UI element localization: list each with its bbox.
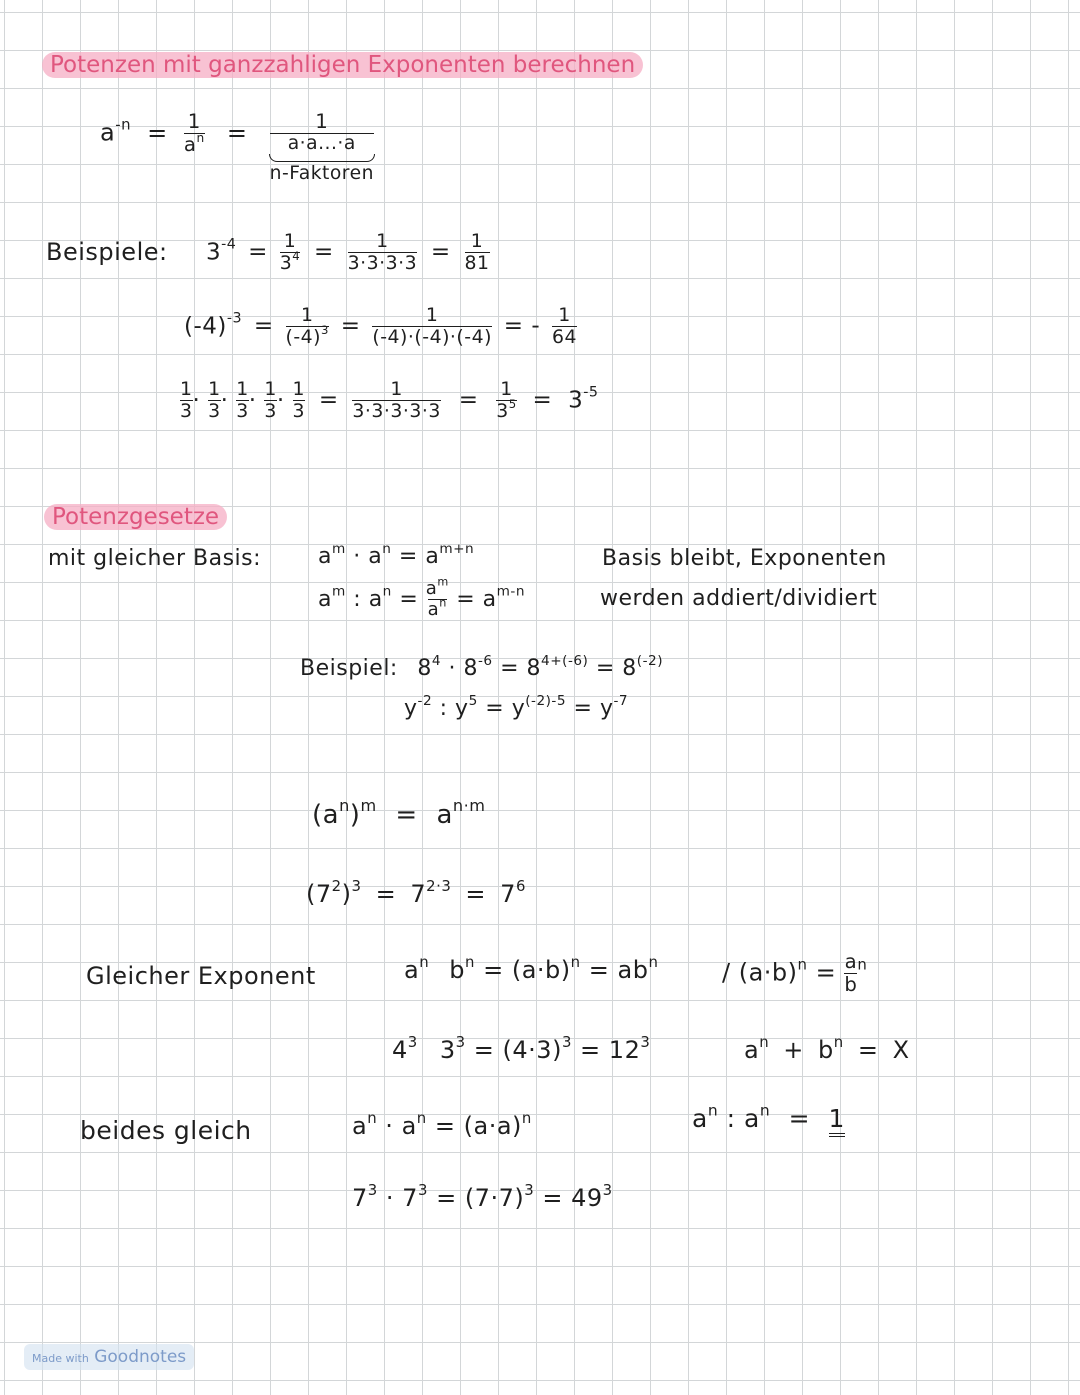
underbrace-bar (269, 154, 375, 162)
bs-div-result: 1 (829, 1108, 845, 1137)
pp-ex-res-exp: 6 (515, 876, 526, 895)
sb-mult-res-exp: m+n (439, 540, 475, 557)
ex3-dot-1: · (192, 387, 201, 414)
pp-res-exp: n·m (452, 795, 486, 815)
sb-div-frac-num-m: m (437, 575, 449, 589)
pp-ex-mid: 7 (410, 880, 427, 908)
def-base: a (100, 118, 116, 147)
bs-ex-e1: 3 (367, 1180, 378, 1199)
watermark-small-text: Made with (32, 1352, 89, 1365)
sb-ex1-res2-exp: (-2) (636, 652, 664, 669)
bs-eq: = (434, 1112, 456, 1140)
sb-div-eq1: = (399, 586, 419, 612)
ex3-factor-3-num: 1 (236, 378, 249, 400)
same-exp-division (722, 952, 867, 995)
ex1-frac1 (280, 232, 300, 274)
ex3-factor-5 (293, 380, 306, 422)
se-ex-e3: 3 (561, 1032, 572, 1051)
bs-dot: · (385, 1112, 394, 1140)
se-sum-a: a (744, 1036, 760, 1064)
sb-div-eq2: = (456, 586, 476, 612)
se-eq1: = (483, 956, 504, 984)
sb-ex2-lhs: y (404, 696, 418, 721)
ex3-f3-den-base: 3 (496, 399, 509, 422)
ex3-factor-2 (208, 380, 221, 422)
ex3-factor-1 (180, 380, 193, 422)
ex3-factor-3 (236, 380, 249, 422)
pp-ex-outer: 3 (351, 876, 362, 895)
ex2-f3-num: 1 (558, 304, 571, 326)
ex2-frac1 (286, 306, 329, 348)
sb-ex2-res-exp: (-2)-5 (525, 692, 567, 709)
ex1-eq3: = (430, 239, 451, 266)
sb-ex1-mid: 8 (463, 656, 479, 681)
ex2-eq2: = (340, 313, 361, 340)
ex3-factor-5-den: 3 (292, 399, 305, 422)
pp-outer: m (360, 795, 377, 815)
sb-div-a2: a (368, 586, 383, 612)
ex1-f3-den: 81 (464, 251, 490, 274)
both-same-division (692, 1101, 845, 1137)
sb-mult-m: m (331, 540, 346, 557)
sb-div-res-exp: m-n (496, 583, 525, 600)
ex2-f1-den (285, 323, 329, 348)
same-exp-formula (404, 952, 659, 984)
ex3-dot-3: · (248, 387, 257, 414)
ex2-f1-num: 1 (301, 304, 314, 326)
ex2-sign: = - (503, 313, 541, 340)
sb-ex1-res: 8 (526, 656, 542, 681)
ex1-f1-den (279, 249, 301, 274)
bs-ex-dot: · (385, 1184, 395, 1212)
def-frac1 (184, 112, 205, 155)
power-of-power-formula (312, 795, 486, 830)
sb-ex1-res2: 8 (622, 656, 637, 681)
sb-ex2-mid-exp: 5 (468, 692, 478, 709)
sb-div-n: n (382, 583, 392, 600)
def-frac1-den-base: a (183, 132, 197, 156)
se-div-eq: = (815, 958, 837, 987)
section-heading-potenzen (42, 52, 643, 78)
se-prod: (a·b) (511, 956, 571, 984)
def-frac2 (270, 112, 374, 185)
def-frac2-den: a·a...·a (287, 132, 356, 154)
pp-ex-base: (7 (306, 880, 332, 908)
bs-prod: (a·a) (463, 1112, 522, 1140)
pp-ex-eq1: = (375, 880, 397, 908)
se-n2: n (465, 952, 475, 971)
pp-ex-eq2: = (465, 880, 487, 908)
ex3-result-exp: -5 (583, 384, 599, 401)
se-div-prod: (a·b) (738, 958, 798, 987)
sb-example-label: Beispiel: (300, 656, 398, 681)
se-ex-eq2: = (580, 1036, 601, 1064)
both-same-label: beides gleich (80, 1116, 252, 1145)
bs-ex-a: 7 (352, 1184, 368, 1212)
sb-ex1-eq1: = (500, 656, 520, 681)
ex2-f1-den-exp: 3 (321, 323, 329, 338)
se-n3: n (570, 952, 581, 971)
ex1-frac2 (348, 232, 417, 274)
bs-a1: a (352, 1112, 368, 1140)
both-same-example (352, 1180, 613, 1212)
def-eq1: = (147, 118, 168, 147)
se-ex-e1: 3 (407, 1032, 418, 1051)
ex1-eq2: = (314, 239, 334, 266)
se-n1: n (419, 952, 430, 971)
sb-ex1-lhs: 8 (417, 656, 432, 681)
same-base-note-2: werden addiert/dividiert (600, 586, 878, 611)
se-a: a (404, 956, 420, 984)
sb-mult-a3: a (425, 544, 440, 569)
same-exp-example (392, 1032, 651, 1064)
bs-prod-n: n (521, 1108, 532, 1127)
ex2-exp: -3 (226, 310, 243, 327)
se-ex-prod: (4·3) (502, 1036, 562, 1064)
sb-div-frac-num-a: a (425, 578, 438, 599)
bs-ex-e2: 3 (417, 1180, 428, 1199)
ex3-dot-2: · (220, 387, 229, 414)
sb-ex2-lhs-exp: -2 (417, 692, 433, 709)
sb-mult-a2: a (368, 544, 383, 569)
sb-div-frac-den (427, 596, 447, 620)
sb-div-frac-den-n: n (439, 596, 447, 610)
ex2-base: (-4) (184, 313, 227, 340)
ex1-f2-den: 3·3·3·3 (347, 251, 418, 274)
sb-ex2-res2: y (599, 696, 614, 721)
ex3-frac3 (496, 380, 516, 422)
underbrace-label: n-Faktoren (269, 163, 374, 185)
sb-ex2-mid: y (455, 696, 469, 721)
pp-eq: = (395, 800, 418, 830)
ex3-factor-4-num: 1 (264, 378, 277, 400)
bs-div-a1: a (692, 1104, 708, 1133)
se-div-frac-exp: n (857, 955, 868, 974)
both-same-formula (352, 1108, 532, 1140)
bs-n1: n (367, 1108, 378, 1127)
ex3-eq1: = (318, 387, 339, 414)
bs-ex-prod: (7·7) (464, 1184, 525, 1212)
ex1-eq1: = (248, 239, 268, 266)
sb-ex2-colon: : (439, 696, 448, 721)
se-div-frac-num: a (844, 950, 858, 973)
heading2-text: Potenzgesetze (52, 504, 220, 530)
ex3-factor-2-den: 3 (208, 399, 221, 422)
se-n4: n (648, 952, 659, 971)
bs-ex-e4: 3 (602, 1180, 613, 1199)
def-underbrace (270, 133, 374, 185)
ex2-f2-num: 1 (425, 304, 439, 326)
ex3-f3-den (496, 397, 517, 422)
bs-ex-b: 7 (402, 1184, 418, 1212)
ex3-factor-1-num: 1 (180, 378, 193, 400)
ex3-factor-2-num: 1 (208, 378, 221, 400)
ex3-factor-4 (264, 380, 277, 422)
ex3-f2-den: 3·3·3·3·3 (352, 399, 441, 422)
examples-label: Beispiele: (46, 238, 168, 266)
same-exp-label: Gleicher Exponent (86, 962, 316, 990)
se-div-frac (844, 952, 857, 995)
ex3-eq3: = (532, 387, 553, 414)
same-base-example-2 (404, 692, 629, 721)
sb-mult-n: n (382, 540, 392, 557)
same-base-mult-formula (318, 540, 475, 569)
example-3 (180, 380, 599, 422)
heading-text: Potenzen mit ganzzahligen Exponenten berechnen (50, 52, 636, 78)
sb-ex2-eq1: = (485, 696, 505, 721)
sb-ex2-res: y (511, 696, 526, 721)
pp-ex-mid-exp: 2·3 (426, 876, 452, 895)
bs-div-n2: n (759, 1101, 771, 1120)
sb-ex1-dot: · (448, 656, 457, 681)
ex1-f1-den-exp: 4 (292, 249, 301, 264)
ex3-eq2: = (458, 387, 479, 414)
same-base-note-1: Basis bleibt, Exponenten (602, 546, 887, 571)
se-ex-res: 12 (608, 1036, 641, 1064)
ex2-frac2 (372, 306, 492, 348)
definition-formula (100, 112, 374, 185)
goodnotes-watermark (24, 1344, 194, 1370)
se-ex-e4: 3 (640, 1032, 651, 1051)
bs-ex-e3: 3 (524, 1180, 535, 1199)
bs-ex-eq2: = (542, 1184, 563, 1212)
sb-ex1-res-exp: 4+(-6) (541, 652, 589, 669)
def-eq2: = (226, 118, 248, 147)
sb-ex2-eq2: = (573, 696, 593, 721)
bs-div-eq: = (788, 1104, 811, 1133)
pp-close: ) (349, 800, 361, 830)
sb-mult-a1: a (318, 544, 332, 569)
ex2-f3-den: 64 (551, 325, 577, 348)
same-exp-sum (744, 1032, 910, 1064)
ex3-result: 3 (568, 387, 584, 414)
ex3-factor-4-den: 3 (264, 399, 277, 422)
sb-mult-dot: · (353, 544, 361, 569)
bs-div-a2: a (744, 1104, 760, 1133)
ex1-f1-den-base: 3 (279, 251, 293, 274)
pp-inner: n (339, 795, 350, 815)
ex1-base: 3 (206, 239, 222, 266)
ex1-exp: -4 (221, 236, 237, 253)
sb-div-a3: a (482, 586, 497, 612)
se-ex-e2: 3 (455, 1032, 466, 1051)
bs-div-n1: n (707, 1101, 719, 1120)
ex2-f1-den-base: (-4) (285, 325, 322, 348)
se-sum-plus: + (783, 1036, 804, 1064)
pp-base: (a (312, 800, 340, 830)
se-eq2: = (588, 956, 610, 984)
ex2-eq1: = (253, 313, 274, 340)
sb-ex2-res2-exp: -7 (613, 692, 629, 709)
same-base-label: mit gleicher Basis: (48, 546, 262, 571)
ex3-f3-num: 1 (500, 378, 513, 400)
se-ab: ab (617, 956, 649, 984)
section-heading-potenzgesetze (44, 504, 227, 530)
ex1-f2-num: 1 (376, 230, 389, 252)
sb-div-frac-den-a: a (427, 598, 440, 620)
example-1 (206, 232, 490, 274)
ex3-factor-3-den: 3 (236, 399, 249, 422)
se-ex-b: 3 (439, 1036, 456, 1064)
ex3-factor-5-num: 1 (292, 378, 305, 400)
se-div-slash: / (722, 958, 731, 987)
watermark-brand: Goodnotes (94, 1347, 187, 1367)
sb-ex1-lhs-exp: 4 (431, 652, 442, 669)
ex1-f1-num: 1 (283, 230, 297, 252)
se-sum-eq: = (857, 1036, 879, 1064)
sb-div-a1: a (318, 586, 332, 612)
power-of-power-example (306, 876, 526, 908)
ex3-frac2 (352, 380, 440, 422)
se-sum-b: b (818, 1036, 834, 1064)
se-sum-n2: n (833, 1032, 844, 1051)
def-exp: -n (115, 115, 132, 134)
sb-mult-eq: = (398, 544, 418, 569)
bs-div-colon: : (726, 1104, 736, 1133)
pp-ex-inner: 2 (331, 876, 342, 895)
ex1-f3-num: 1 (470, 230, 484, 252)
sb-div-frac (425, 575, 449, 620)
ex3-dot-4: · (276, 387, 285, 414)
sb-div-m: m (331, 583, 346, 600)
def-frac1-num: 1 (187, 110, 201, 133)
ex1-frac3 (465, 232, 490, 274)
def-frac2-num: 1 (315, 110, 329, 133)
se-b: b (449, 956, 466, 984)
bs-ex-res: 49 (571, 1184, 603, 1212)
se-sum-res: X (892, 1036, 910, 1064)
sb-ex1-eq2: = (595, 656, 615, 681)
se-div-frac-den: b (844, 972, 858, 996)
same-base-example-1 (300, 652, 664, 681)
bs-ex-eq1: = (436, 1184, 457, 1212)
pp-ex-res: 7 (500, 880, 516, 908)
ex2-f2-den: (-4)·(-4)·(-4) (372, 325, 492, 348)
pp-res: a (436, 800, 453, 830)
example-2 (184, 306, 577, 348)
ex3-f2-num: 1 (390, 378, 403, 400)
ex3-factor-1-den: 3 (180, 399, 193, 422)
se-div-n: n (797, 955, 808, 974)
ex3-f3-den-exp: 5 (508, 397, 517, 412)
def-frac1-den (183, 130, 205, 156)
same-base-div-formula (318, 575, 525, 620)
ex2-frac3 (552, 306, 577, 348)
def-frac1-den-exp: n (196, 130, 205, 145)
bs-n2: n (416, 1108, 427, 1127)
bs-a2: a (401, 1112, 417, 1140)
se-ex-a: 4 (392, 1036, 408, 1064)
sb-div-colon: : (353, 586, 362, 612)
se-sum-n1: n (759, 1032, 770, 1051)
sb-ex1-mid-exp: -6 (478, 652, 493, 669)
pp-ex-close: ) (341, 880, 352, 908)
se-ex-eq1: = (473, 1036, 495, 1064)
